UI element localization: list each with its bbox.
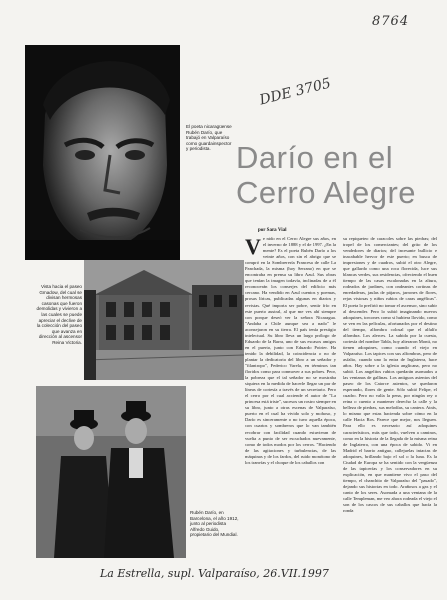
- drop-cap: V: [245, 236, 261, 259]
- body-text-col1-content: e nido en el Cerro Alegre sus años, en el inverno de 1888 y el de 1997. ¿En la mente? Es el poeta Rubén Darío a los veinte años, con sin el abrigo que se compró en la Sombrerería Francesa de calle La Panchada, la misma (hoy Serrano) en que se encontraba en prensa su libro Azul. Sus obras que tenían la imagen todavía, inclinadas de a él reconocerán los conserjes del edificio más cercano. Ha vendido en Azul cuentos y poemas, prosas líricas, publicadas algunas en diarios y revistas. Qué importa ser pobre, sentir frío en este puerto austral, al que me ves ahí siempre con porque deseó ver la señora Nicaragua. "Andaba a Chile aunque sea a nado" le aconsejaron en su tierra. El país tenía prestigio intelectual. Su libro lleva un largo prólogo de Eduardo de la Barra, uno de sus escasos amigos en el puerto, junto con Eduardo Poirier. Ha tenido la debilidad, la coincidencia o no de plantar la dedicatoria del libro a un señador y "filantropo", Federico Varela, en términos tan floridos como para conmover a sus pobres. Peor, la pobreza que el tal señador no se mostraba siquiera en la medida de hacerle llegar un par de líneas de cortesía a través de un secretario. Pero el cerro por el cual acciende el autor de "La princesa está triste", sucesos un rostro siempre en su libro, junto a otras escenas de Valparaíso, puerto en el cual ha vivido solo y mohoso, y Darío es sinceramente o no tuvo aquella época, con cuartos y sombreros que lo van también recobrar con facilidad cuando estuvieran de vuelta a punto de ser escuchados nuevamente, como de todos modos por los cerros. "Haciendo de las agitaciones y turbulencias, de las máquinas y de los fardos, del ruido monótono de los tranvías y el choque de los caballos con: [245, 236, 336, 465]
- houses-photo: [84, 260, 244, 380]
- article-title-line1: Darío en el: [236, 140, 394, 175]
- byline: por Sara Vial: [258, 228, 287, 233]
- portrait-photo: [25, 45, 180, 260]
- body-text-col2-content: su repiqueteo de caracoles sobre las piedras; del tropel de los comerciantes; del grito de los vendedores de diarios; del incesante bullicio e inacabable hervor de este puerto; en busca de impresiones y de cuadros, subió el otro Alegre, que gallardo como una roca florecida, luce sus blancas verdes, sus residencias, ofreciendo el buen tiempo de las casas escalonadas en la altura, rodeados de jardines, con ondeantes cortinas de enredaderas, jaulas de pájaros, jarrones de flores, rejas vistosas y niños rubios de caras angélicas". El poeta lo prefirió no tomar el ascensor, sino subir al descender. Pero lo subió imaginando nuevos adoquines, torcones como si hubiera llovido, como se ven en las películas, afortunados por el destino del tiempo, alfombra colosal que el alfalfo alfombra. Los alerces. La subida por la cuesta, cortesía del nombre Tabla, hoy alteraron Monti, no tienen adoquines, como cuando el viejo en Valparaíso. Los tapices con sus alfombras, pero de asfalto, cuando uno la entra de Inglaterra, hace años. Hay sobre a la iglesia anglicana, pero no subió. Los angelitos rubios quedarán asomados a las ventanas de gallinas. Los antiguos asientos del paseo de los Catorce asientos, se quedaron esperando, flores de gente. Sólo subió Felipe, el cuadro. Pero no valía la pena, por ningún rey o reina o cuento a mantener derecho la calle y la belleza de piedras, sus melodías, su cantera. Atrás, lo mismo que estas hacienda sobre cómo en la calle Hacia Ros. Parece que mejor, nos lleguen. Para ello es necesario así adoquines característicos, más que todo, vuelven a caminos, como en la historia de la llegada de la misma reina de Inglaterra, con una época de sabido. Vi en Madrid el barrio antiguo, callejuelas intactas de adoquines, brillando bajo el sol o la luna. Es la Ciudad de Europa se ha sentido con la vergüenza de las tapicerías y los conservadores en su explicación, en que mantiene vivo el paso del tiempo, el chanchito de Valparaíso del "pasado", dejando sus historias en todo. Arañosos a gas y el canto de los seres. Asomada a una ventana de la calle Templeman, me veo ahora rodeada el viejo el son de los cascos de sus caballos que hacía la ronda: [343, 236, 437, 514]
- article-title-line2: Cerro Alegre: [236, 175, 417, 210]
- archive-code: 8764: [372, 14, 410, 29]
- body-text-col1: [245, 236, 336, 566]
- stamp-code: DDE 3705: [258, 75, 333, 109]
- source-line: La Estrella, supl. Valparaíso, 26.VII.1997: [100, 567, 329, 580]
- body-text-col2: [343, 236, 437, 566]
- companions-photo: [36, 386, 186, 558]
- caption-houses: Vista hacia el paseo Gmadow, del cual se divisan hermosas casonas que fueron demolidas y vivieron a las cuales se puede apreciar el declive de la colección del paseo que avanza en dirección al ascensor Reina Victoria.: [36, 284, 82, 345]
- caption-portrait: El poeta nicaragüense Rubén Darío, que trabajó en Valparaíso como guardainspector y periodista.: [186, 124, 232, 152]
- caption-companions: Rubén Darío, en Barcelona, el año 1912, junto al periodista Alfredo Guido, propietario del Mundial.: [190, 510, 239, 538]
